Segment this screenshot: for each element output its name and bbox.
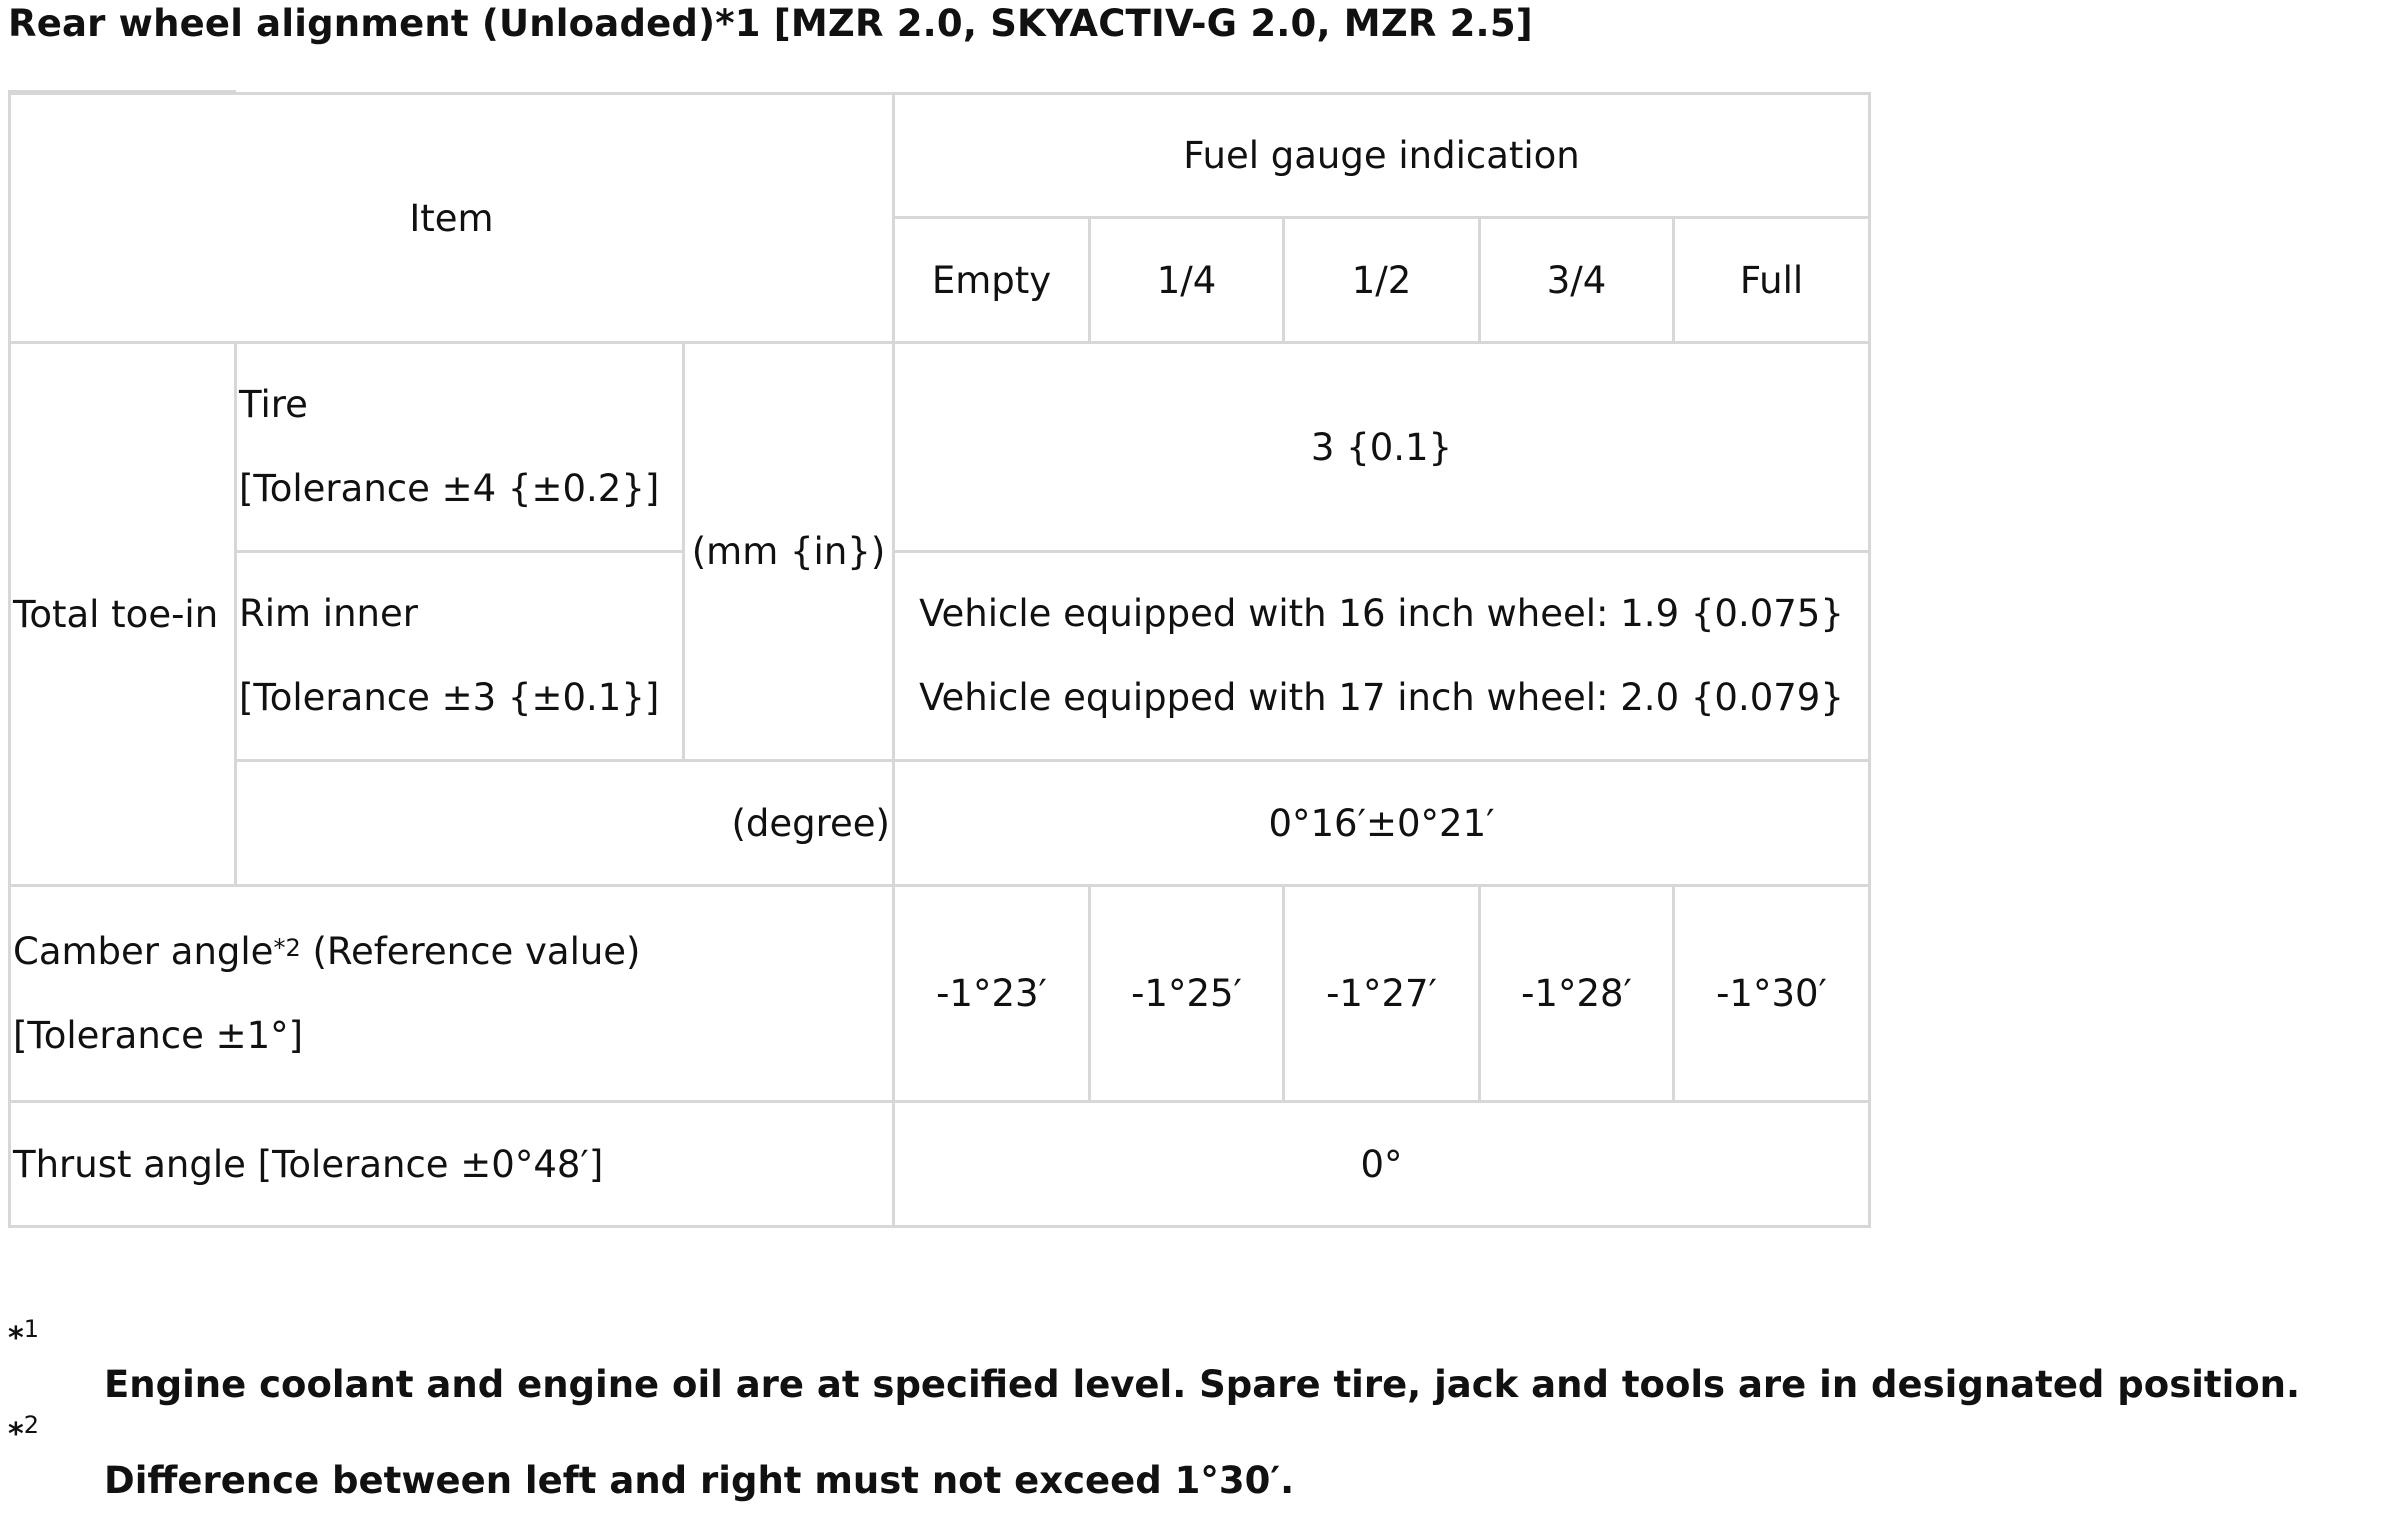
rim-inner-value-cell [894,552,1870,761]
page-title: Rear wheel alignment (Unloaded)*1 [MZR 2.0, SKYACTIV-G 2.0, MZR 2.5] [8,2,1533,45]
toe-in-tire-row [10,343,1870,552]
header-row-1 [10,94,1870,218]
toe-in-mm-unit: (mm {in}) [684,343,894,761]
fuel-level-three-quarter: 3/4 [1480,218,1674,343]
camber-suffix: (Reference value) [300,929,641,973]
fuel-gauge-header: Fuel gauge indication [894,94,1870,218]
thrust-angle-label: Thrust angle [Tolerance ±0°48′] [10,1102,894,1227]
footnote-2-number: 2 [23,1411,39,1439]
rim-inner-tolerance: [Tolerance ±3 {±0.1}] [239,676,660,719]
fuel-level-quarter: 1/4 [1090,218,1284,343]
camber-value-three-quarter: -1°28′ [1480,886,1674,1102]
camber-label-cell [10,886,894,1102]
footnote-2-text: Difference between left and right must not exceed 1°30′. [104,1459,1295,1502]
thrust-angle-value: 0° [894,1102,1870,1227]
fuel-level-empty: Empty [894,218,1090,343]
toe-in-rim-row [10,552,1870,761]
camber-label: Camber angle [13,929,274,973]
tire-tolerance: [Tolerance ±4 {±0.2}] [239,467,660,510]
camber-value-empty: -1°23′ [894,886,1090,1102]
toe-in-degree-value: 0°16′±0°21′ [894,761,1870,886]
fuel-level-full: Full [1674,218,1870,343]
camber-note-ref: *2 [273,933,301,962]
tire-toe-in-value: 3 {0.1} [894,343,1870,552]
camber-row [10,886,1870,1102]
footnote-1-asterisk: * [8,1321,24,1356]
total-toe-in-label: Total toe-in [10,343,236,886]
camber-value-half: -1°27′ [1284,886,1480,1102]
rim-value-17-inch: Vehicle equipped with 17 inch wheel: 2.0 {0.079} [919,676,1844,719]
toe-in-degree-row [10,761,1870,886]
tire-label: Tire [239,383,308,426]
fuel-level-half: 1/2 [1284,218,1480,343]
footnote-1-number: 1 [23,1315,39,1343]
camber-label-line [13,910,892,994]
thrust-row [10,1102,1870,1227]
tire-cell [236,343,684,552]
footnote-2-asterisk: * [8,1417,24,1452]
rim-value-16-inch: Vehicle equipped with 16 inch wheel: 1.9 {0.075} [919,592,1844,635]
camber-value-quarter: -1°25′ [1090,886,1284,1102]
rear-wheel-alignment-table [8,92,1871,1228]
item-header: Item [10,94,894,343]
footnote-2-marker [8,1411,39,1452]
camber-tolerance: [Tolerance ±1°] [13,1013,304,1057]
rim-inner-label: Rim inner [239,592,418,635]
rim-inner-cell [236,552,684,761]
camber-value-full: -1°30′ [1674,886,1870,1102]
toe-in-degree-unit: (degree) [236,761,894,886]
footnote-1-marker [8,1315,39,1356]
footnote-1-text: Engine coolant and engine oil are at specified level. Spare tire, jack and tools are in designated position. [104,1363,2301,1406]
